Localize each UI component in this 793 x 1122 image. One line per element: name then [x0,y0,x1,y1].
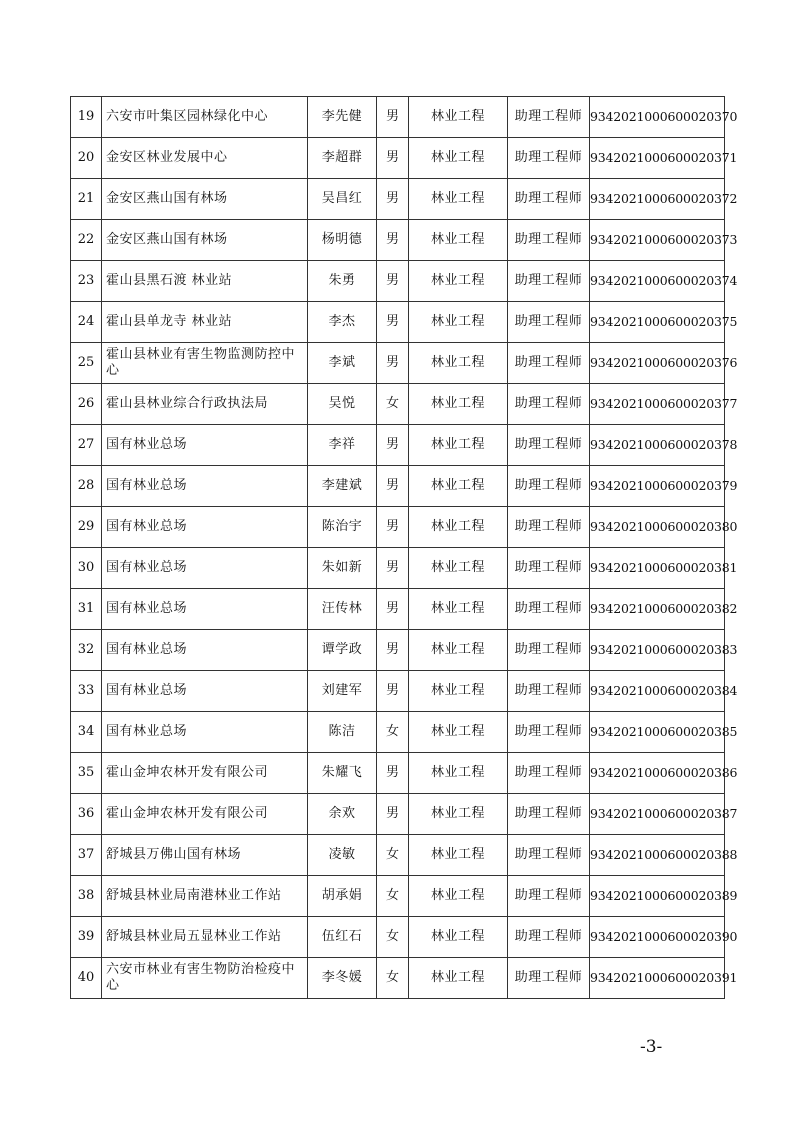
person-name-cell: 李祥 [308,425,377,466]
gender-cell: 男 [377,343,409,384]
gender-cell: 男 [377,466,409,507]
professional-title-cell: 助理工程师 [508,507,590,548]
personnel-table-body [71,97,738,999]
professional-title-cell: 助理工程师 [508,753,590,794]
specialty-cell: 林业工程 [409,958,508,999]
table-row [71,384,725,425]
specialty-cell: 林业工程 [409,794,508,835]
row-number-cell: 38 [71,876,102,917]
table-row [71,507,725,548]
work-unit-cell: 金安区燕山国有林场 [102,220,308,261]
person-name-cell: 吴悦 [308,384,377,425]
person-name-cell: 汪传林 [308,589,377,630]
table-row [71,179,725,220]
work-unit-cell: 霍山金坤农林开发有限公司 [102,753,308,794]
gender-cell: 男 [377,220,409,261]
professional-title-cell: 助理工程师 [508,343,590,384]
table-row [71,261,725,302]
gender-cell: 女 [377,876,409,917]
person-name-cell: 李先健 [308,97,377,138]
professional-title-cell: 助理工程师 [508,917,590,958]
certificate-number-cell: 9342021000600020389 [590,876,725,917]
work-unit-cell: 六安市叶集区园林绿化中心 [102,97,308,138]
certificate-number-cell: 9342021000600020382 [590,589,725,630]
specialty-cell: 林业工程 [409,671,508,712]
table-row [71,753,725,794]
specialty-cell: 林业工程 [409,179,508,220]
person-name-cell: 陈洁 [308,712,377,753]
work-unit-cell: 国有林业总场 [102,425,308,466]
table-row [71,302,725,343]
professional-title-cell: 助理工程师 [508,835,590,876]
professional-title-cell: 助理工程师 [508,138,590,179]
gender-cell: 男 [377,548,409,589]
person-name-cell: 伍红石 [308,917,377,958]
certificate-number-cell: 9342021000600020386 [590,753,725,794]
table-row [71,835,725,876]
professional-title-cell: 助理工程师 [508,384,590,425]
person-name-cell: 李杰 [308,302,377,343]
gender-cell: 男 [377,261,409,302]
specialty-cell: 林业工程 [409,220,508,261]
certificate-number-cell: 9342021000600020374 [590,261,725,302]
professional-title-cell: 助理工程师 [508,97,590,138]
gender-cell: 男 [377,671,409,712]
person-name-cell: 李建斌 [308,466,377,507]
work-unit-cell: 国有林业总场 [102,589,308,630]
certificate-number-cell: 9342021000600020370 [590,97,725,138]
professional-title-cell: 助理工程师 [508,671,590,712]
professional-title-cell: 助理工程师 [508,630,590,671]
professional-title-cell: 助理工程师 [508,548,590,589]
work-unit-cell: 霍山金坤农林开发有限公司 [102,794,308,835]
person-name-cell: 凌敏 [308,835,377,876]
work-unit-cell: 国有林业总场 [102,630,308,671]
work-unit-cell: 舒城县林业局五显林业工作站 [102,917,308,958]
row-number-cell: 26 [71,384,102,425]
specialty-cell: 林业工程 [409,548,508,589]
table-row [71,466,725,507]
table-row [71,917,725,958]
work-unit-cell: 舒城县万佛山国有林场 [102,835,308,876]
gender-cell: 男 [377,138,409,179]
certificate-number-cell: 9342021000600020377 [590,384,725,425]
gender-cell: 男 [377,302,409,343]
table-row [71,425,725,466]
gender-cell: 男 [377,179,409,220]
row-number-cell: 24 [71,302,102,343]
person-name-cell: 杨明德 [308,220,377,261]
row-number-cell: 23 [71,261,102,302]
professional-title-cell: 助理工程师 [508,220,590,261]
person-name-cell: 李斌 [308,343,377,384]
table-row [71,97,725,138]
specialty-cell: 林业工程 [409,917,508,958]
table-row [71,220,725,261]
specialty-cell: 林业工程 [409,466,508,507]
table-row [71,876,725,917]
row-number-cell: 29 [71,507,102,548]
certificate-number-cell: 9342021000600020380 [590,507,725,548]
work-unit-cell: 国有林业总场 [102,671,308,712]
specialty-cell: 林业工程 [409,507,508,548]
work-unit-cell: 舒城县林业局南港林业工作站 [102,876,308,917]
gender-cell: 女 [377,384,409,425]
professional-title-cell: 助理工程师 [508,261,590,302]
person-name-cell: 李冬媛 [308,958,377,999]
work-unit-cell: 国有林业总场 [102,712,308,753]
person-name-cell: 吴昌红 [308,179,377,220]
page-number: -3- [640,1037,663,1057]
row-number-cell: 34 [71,712,102,753]
certificate-number-cell: 9342021000600020372 [590,179,725,220]
table-row [71,712,725,753]
table-row [71,548,725,589]
row-number-cell: 33 [71,671,102,712]
row-number-cell: 31 [71,589,102,630]
person-name-cell: 刘建军 [308,671,377,712]
work-unit-cell: 国有林业总场 [102,548,308,589]
person-name-cell: 陈治宇 [308,507,377,548]
professional-title-cell: 助理工程师 [508,466,590,507]
work-unit-cell: 国有林业总场 [102,507,308,548]
certificate-number-cell: 9342021000600020391 [590,958,725,999]
professional-title-cell: 助理工程师 [508,794,590,835]
person-name-cell: 李超群 [308,138,377,179]
row-number-cell: 20 [71,138,102,179]
specialty-cell: 林业工程 [409,261,508,302]
work-unit-cell: 霍山县单龙寺 林业站 [102,302,308,343]
professional-title-cell: 助理工程师 [508,958,590,999]
specialty-cell: 林业工程 [409,630,508,671]
table-row [71,794,725,835]
work-unit-cell: 金安区燕山国有林场 [102,179,308,220]
row-number-cell: 30 [71,548,102,589]
certificate-number-cell: 9342021000600020383 [590,630,725,671]
row-number-cell: 21 [71,179,102,220]
table-row [71,343,725,384]
row-number-cell: 28 [71,466,102,507]
person-name-cell: 胡承娟 [308,876,377,917]
professional-title-cell: 助理工程师 [508,425,590,466]
person-name-cell: 谭学政 [308,630,377,671]
row-number-cell: 40 [71,958,102,999]
person-name-cell: 朱如新 [308,548,377,589]
row-number-cell: 25 [71,343,102,384]
row-number-cell: 37 [71,835,102,876]
person-name-cell: 朱耀飞 [308,753,377,794]
row-number-cell: 19 [71,97,102,138]
specialty-cell: 林业工程 [409,835,508,876]
certificate-number-cell: 9342021000600020373 [590,220,725,261]
work-unit-cell: 霍山县林业综合行政执法局 [102,384,308,425]
professional-title-cell: 助理工程师 [508,589,590,630]
gender-cell: 女 [377,917,409,958]
professional-title-cell: 助理工程师 [508,712,590,753]
gender-cell: 男 [377,794,409,835]
table-row [71,630,725,671]
certificate-number-cell: 9342021000600020371 [590,138,725,179]
specialty-cell: 林业工程 [409,712,508,753]
row-number-cell: 27 [71,425,102,466]
gender-cell: 男 [377,507,409,548]
certificate-number-cell: 9342021000600020381 [590,548,725,589]
certificate-number-cell: 9342021000600020385 [590,712,725,753]
professional-title-cell: 助理工程师 [508,179,590,220]
certificate-number-cell: 9342021000600020387 [590,794,725,835]
table-row [71,589,725,630]
work-unit-cell: 金安区林业发展中心 [102,138,308,179]
specialty-cell: 林业工程 [409,302,508,343]
table-row [71,671,725,712]
gender-cell: 男 [377,630,409,671]
work-unit-cell: 六安市林业有害生物防治检疫中心 [102,958,308,999]
specialty-cell: 林业工程 [409,384,508,425]
professional-title-cell: 助理工程师 [508,876,590,917]
specialty-cell: 林业工程 [409,138,508,179]
gender-cell: 男 [377,589,409,630]
specialty-cell: 林业工程 [409,589,508,630]
work-unit-cell: 霍山县黑石渡 林业站 [102,261,308,302]
specialty-cell: 林业工程 [409,753,508,794]
gender-cell: 男 [377,425,409,466]
professional-title-cell: 助理工程师 [508,302,590,343]
gender-cell: 男 [377,753,409,794]
certificate-number-cell: 9342021000600020390 [590,917,725,958]
personnel-table [70,96,738,999]
gender-cell: 女 [377,835,409,876]
specialty-cell: 林业工程 [409,876,508,917]
work-unit-cell: 国有林业总场 [102,466,308,507]
row-number-cell: 22 [71,220,102,261]
certificate-number-cell: 9342021000600020378 [590,425,725,466]
certificate-number-cell: 9342021000600020376 [590,343,725,384]
specialty-cell: 林业工程 [409,97,508,138]
row-number-cell: 39 [71,917,102,958]
row-number-cell: 32 [71,630,102,671]
certificate-number-cell: 9342021000600020375 [590,302,725,343]
specialty-cell: 林业工程 [409,343,508,384]
gender-cell: 男 [377,97,409,138]
row-number-cell: 36 [71,794,102,835]
specialty-cell: 林业工程 [409,425,508,466]
gender-cell: 女 [377,712,409,753]
person-name-cell: 朱勇 [308,261,377,302]
person-name-cell: 余欢 [308,794,377,835]
work-unit-cell: 霍山县林业有害生物监测防控中心 [102,343,308,384]
table-row [71,138,725,179]
row-number-cell: 35 [71,753,102,794]
certificate-number-cell: 9342021000600020384 [590,671,725,712]
certificate-number-cell: 9342021000600020379 [590,466,725,507]
gender-cell: 女 [377,958,409,999]
certificate-number-cell: 9342021000600020388 [590,835,725,876]
table-row [71,958,725,999]
